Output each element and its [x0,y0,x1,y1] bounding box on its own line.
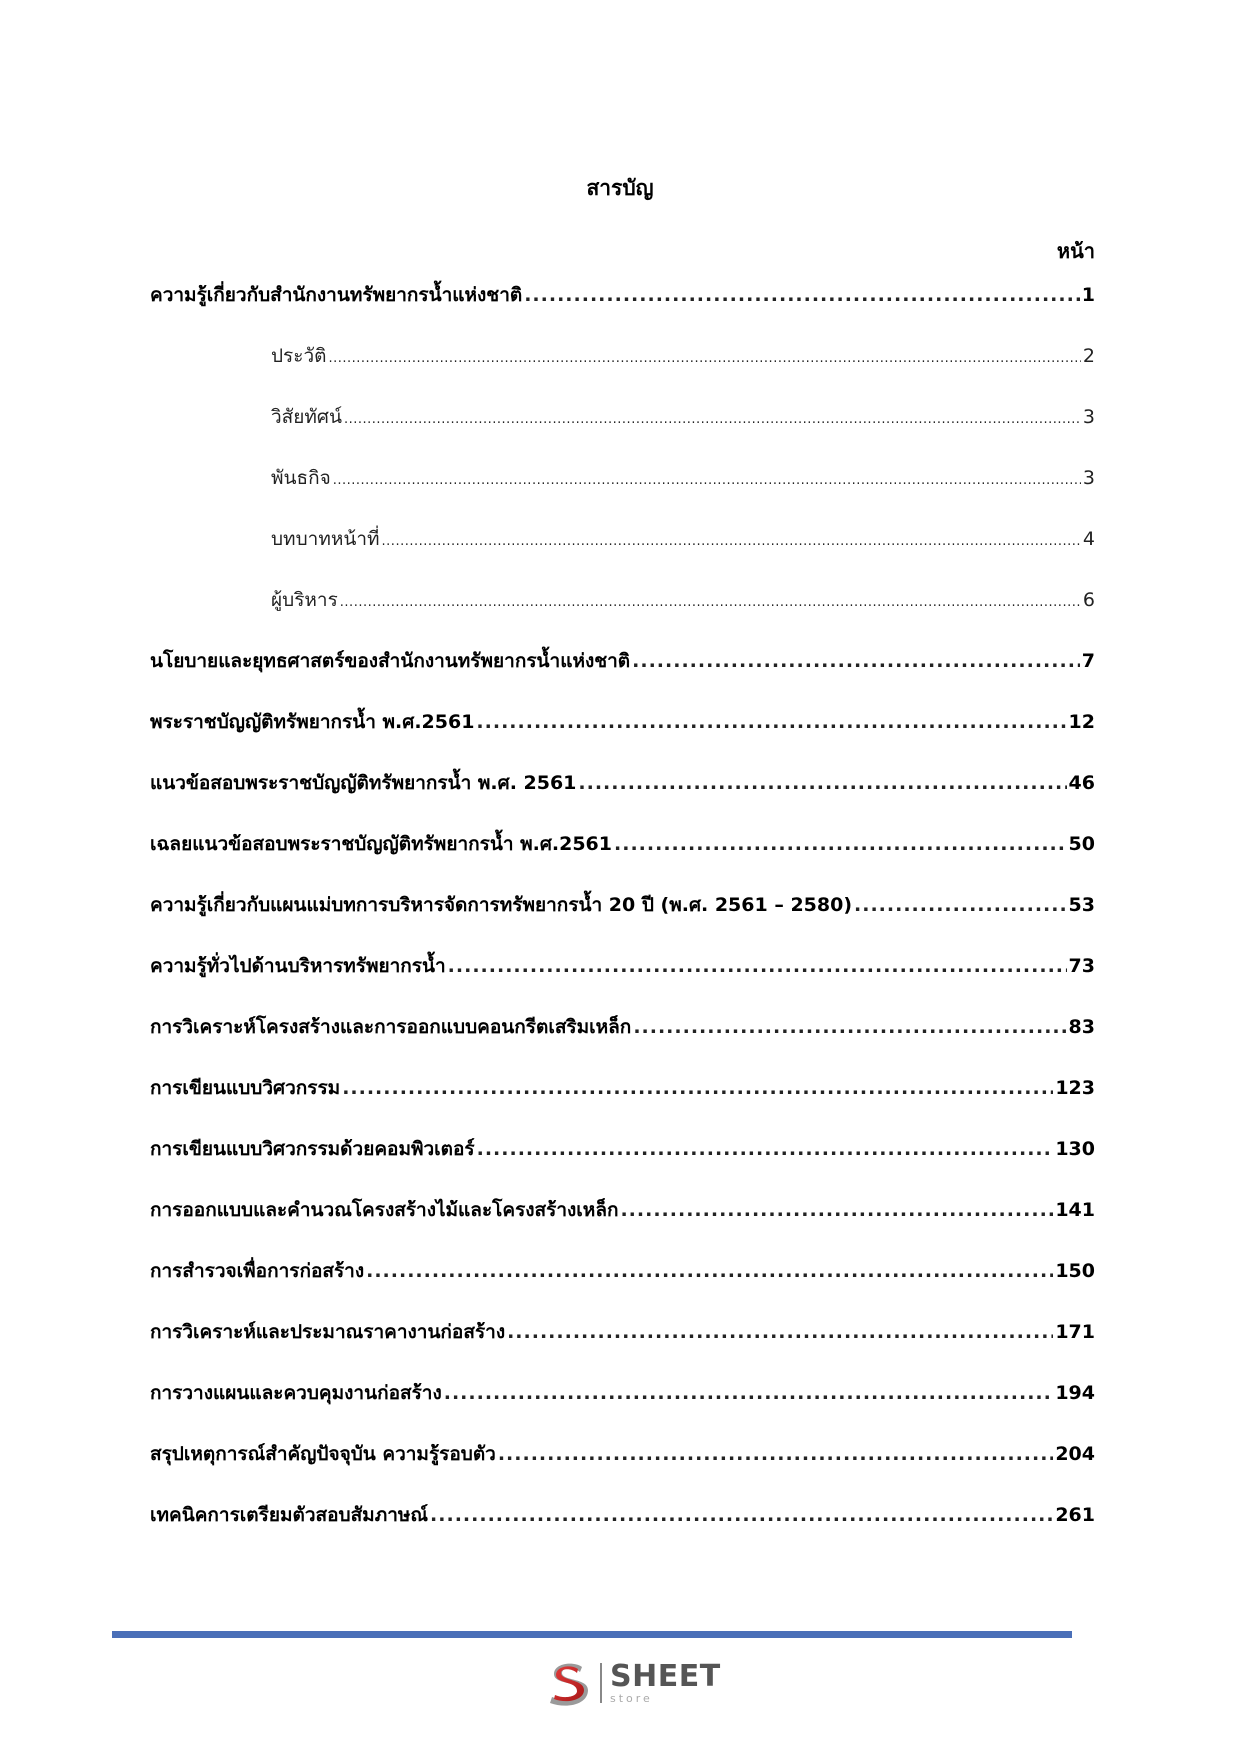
toc-entry-page: 150 [1055,1260,1095,1282]
toc-entry-page: 3 [1082,467,1095,489]
footer-rule [112,1631,1072,1638]
toc-entry-page: 123 [1055,1077,1095,1099]
toc-subentry [150,585,1095,646]
toc-leader-dots [328,351,1080,366]
toc-entry-page: 46 [1068,772,1095,794]
toc-entry-label: บทบาทหน้าที่ [271,528,380,550]
toc-entry-label: แนวข้อสอบพระราชบัญญัติทรัพยากรน้ำ พ.ศ. 2561 [150,772,577,794]
toc-entry [150,1378,1095,1439]
toc-leader-dots [476,711,1066,733]
toc-entry [150,768,1095,829]
toc-entry-label: วิสัยทัศน์ [271,406,342,428]
toc-entry-label: พระราชบัญญัติทรัพยากรน้ำ พ.ศ.2561 [150,711,475,733]
toc-entry-page: 12 [1068,711,1095,733]
toc-entry-page: 7 [1081,650,1095,672]
toc-entry-label: ความรู้เกี่ยวกับสำนักงานทรัพยากรน้ำแห่งชาติ [150,284,523,306]
toc-leader-dots [578,772,1066,794]
toc-entry-label: ประวัติ [271,345,327,367]
toc-entry [150,707,1095,768]
toc-entry-label: ผู้บริหาร [271,589,338,611]
toc-entry-label: ความรู้ทั่วไปด้านบริหารทรัพยากรน้ำ [150,955,446,977]
toc-leader-dots [340,595,1081,610]
toc-leader-dots [498,1443,1053,1465]
toc-entry-label: นโยบายและยุทธศาสตร์ของสำนักงานทรัพยากรน้ำแห่งชาติ [150,650,631,672]
logo-divider [600,1663,602,1703]
toc-leader-dots [477,1138,1054,1160]
toc-entry [150,829,1095,890]
toc-leader-dots [444,1382,1054,1404]
toc-subentry [150,524,1095,585]
toc-entry-label: การออกแบบและคำนวณโครงสร้างไม้และโครงสร้างเหล็ก [150,1199,619,1221]
table-of-contents [150,280,1095,1561]
toc-entry-label: เฉลยแนวข้อสอบพระราชบัญญัติทรัพยากรน้ำ พ.ศ.2561 [150,833,613,855]
toc-leader-dots [524,284,1080,306]
toc-entry-label: การเขียนแบบวิศวกรรมด้วยคอมพิวเตอร์ [150,1138,475,1160]
toc-entry-label: สรุปเหตุการณ์สำคัญปัจจุบัน ความรู้รอบตัว [150,1443,496,1465]
page-title: สารบัญ [586,176,654,200]
toc-entry-label: การสำรวจเพื่อการก่อสร้าง [150,1260,365,1282]
toc-entry [150,890,1095,951]
toc-leader-dots [633,1016,1066,1038]
toc-entry-label: พันธกิจ [271,467,331,489]
toc-subentry [150,463,1095,524]
toc-entry-page: 1 [1081,284,1095,306]
toc-entry [150,280,1095,341]
toc-entry-page: 53 [1068,894,1095,916]
toc-entry-page: 3 [1082,406,1095,428]
toc-entry-page: 171 [1055,1321,1095,1343]
toc-entry-page: 130 [1055,1138,1095,1160]
toc-entry [150,646,1095,707]
toc-entry-page: 50 [1068,833,1095,855]
toc-entry [150,1317,1095,1378]
toc-entry [150,1134,1095,1195]
toc-entry-label: การวางแผนและควบคุมงานก่อสร้าง [150,1382,442,1404]
toc-entry-page: 204 [1055,1443,1095,1465]
toc-leader-dots [430,1504,1053,1526]
toc-entry-page: 194 [1055,1382,1095,1404]
toc-entry [150,1439,1095,1500]
sheet-store-logo-icon [542,1657,594,1709]
toc-entry-page: 2 [1082,345,1095,367]
toc-entry-page: 141 [1055,1199,1095,1221]
logo-subtext: store [610,1692,653,1705]
toc-entry-label: การเขียนแบบวิศวกรรม [150,1077,341,1099]
toc-entry-page: 73 [1068,955,1095,977]
toc-entry [150,1012,1095,1073]
toc-subentry [150,402,1095,463]
logo-text [610,1659,721,1705]
toc-leader-dots [366,1260,1053,1282]
toc-entry-page: 4 [1082,528,1095,550]
logo-brand: SHEET [610,1659,721,1694]
toc-leader-dots [614,833,1067,855]
toc-entry [150,1256,1095,1317]
toc-entry-label: การวิเคราะห์โครงสร้างและการออกแบบคอนกรีตเสริมเหล็ก [150,1016,632,1038]
toc-entry-label: เทคนิคการเตรียมตัวสอบสัมภาษณ์ [150,1504,429,1526]
toc-leader-dots [620,1199,1053,1221]
toc-entry-label: ความรู้เกี่ยวกับแผนแม่บทการบริหารจัดการทรัพยากรน้ำ 20 ปี (พ.ศ. 2561 – 2580) [150,894,853,916]
toc-entry [150,951,1095,1012]
footer-logo [542,1657,721,1709]
toc-leader-dots [344,412,1081,427]
toc-entry-page: 261 [1055,1504,1095,1526]
toc-leader-dots [342,1077,1053,1099]
toc-leader-dots [333,473,1081,488]
toc-entry-label: การวิเคราะห์และประมาณราคางานก่อสร้าง [150,1321,506,1343]
toc-entry [150,1073,1095,1134]
toc-entry [150,1500,1095,1561]
toc-leader-dots [448,955,1067,977]
page-column-header: หน้า [1056,239,1095,263]
toc-entry-page: 6 [1082,589,1095,611]
toc-leader-dots [507,1321,1053,1343]
toc-leader-dots [382,534,1081,549]
toc-entry [150,1195,1095,1256]
toc-entry-page: 83 [1068,1016,1095,1038]
toc-subentry [150,341,1095,402]
toc-leader-dots [854,894,1067,916]
toc-leader-dots [632,650,1080,672]
